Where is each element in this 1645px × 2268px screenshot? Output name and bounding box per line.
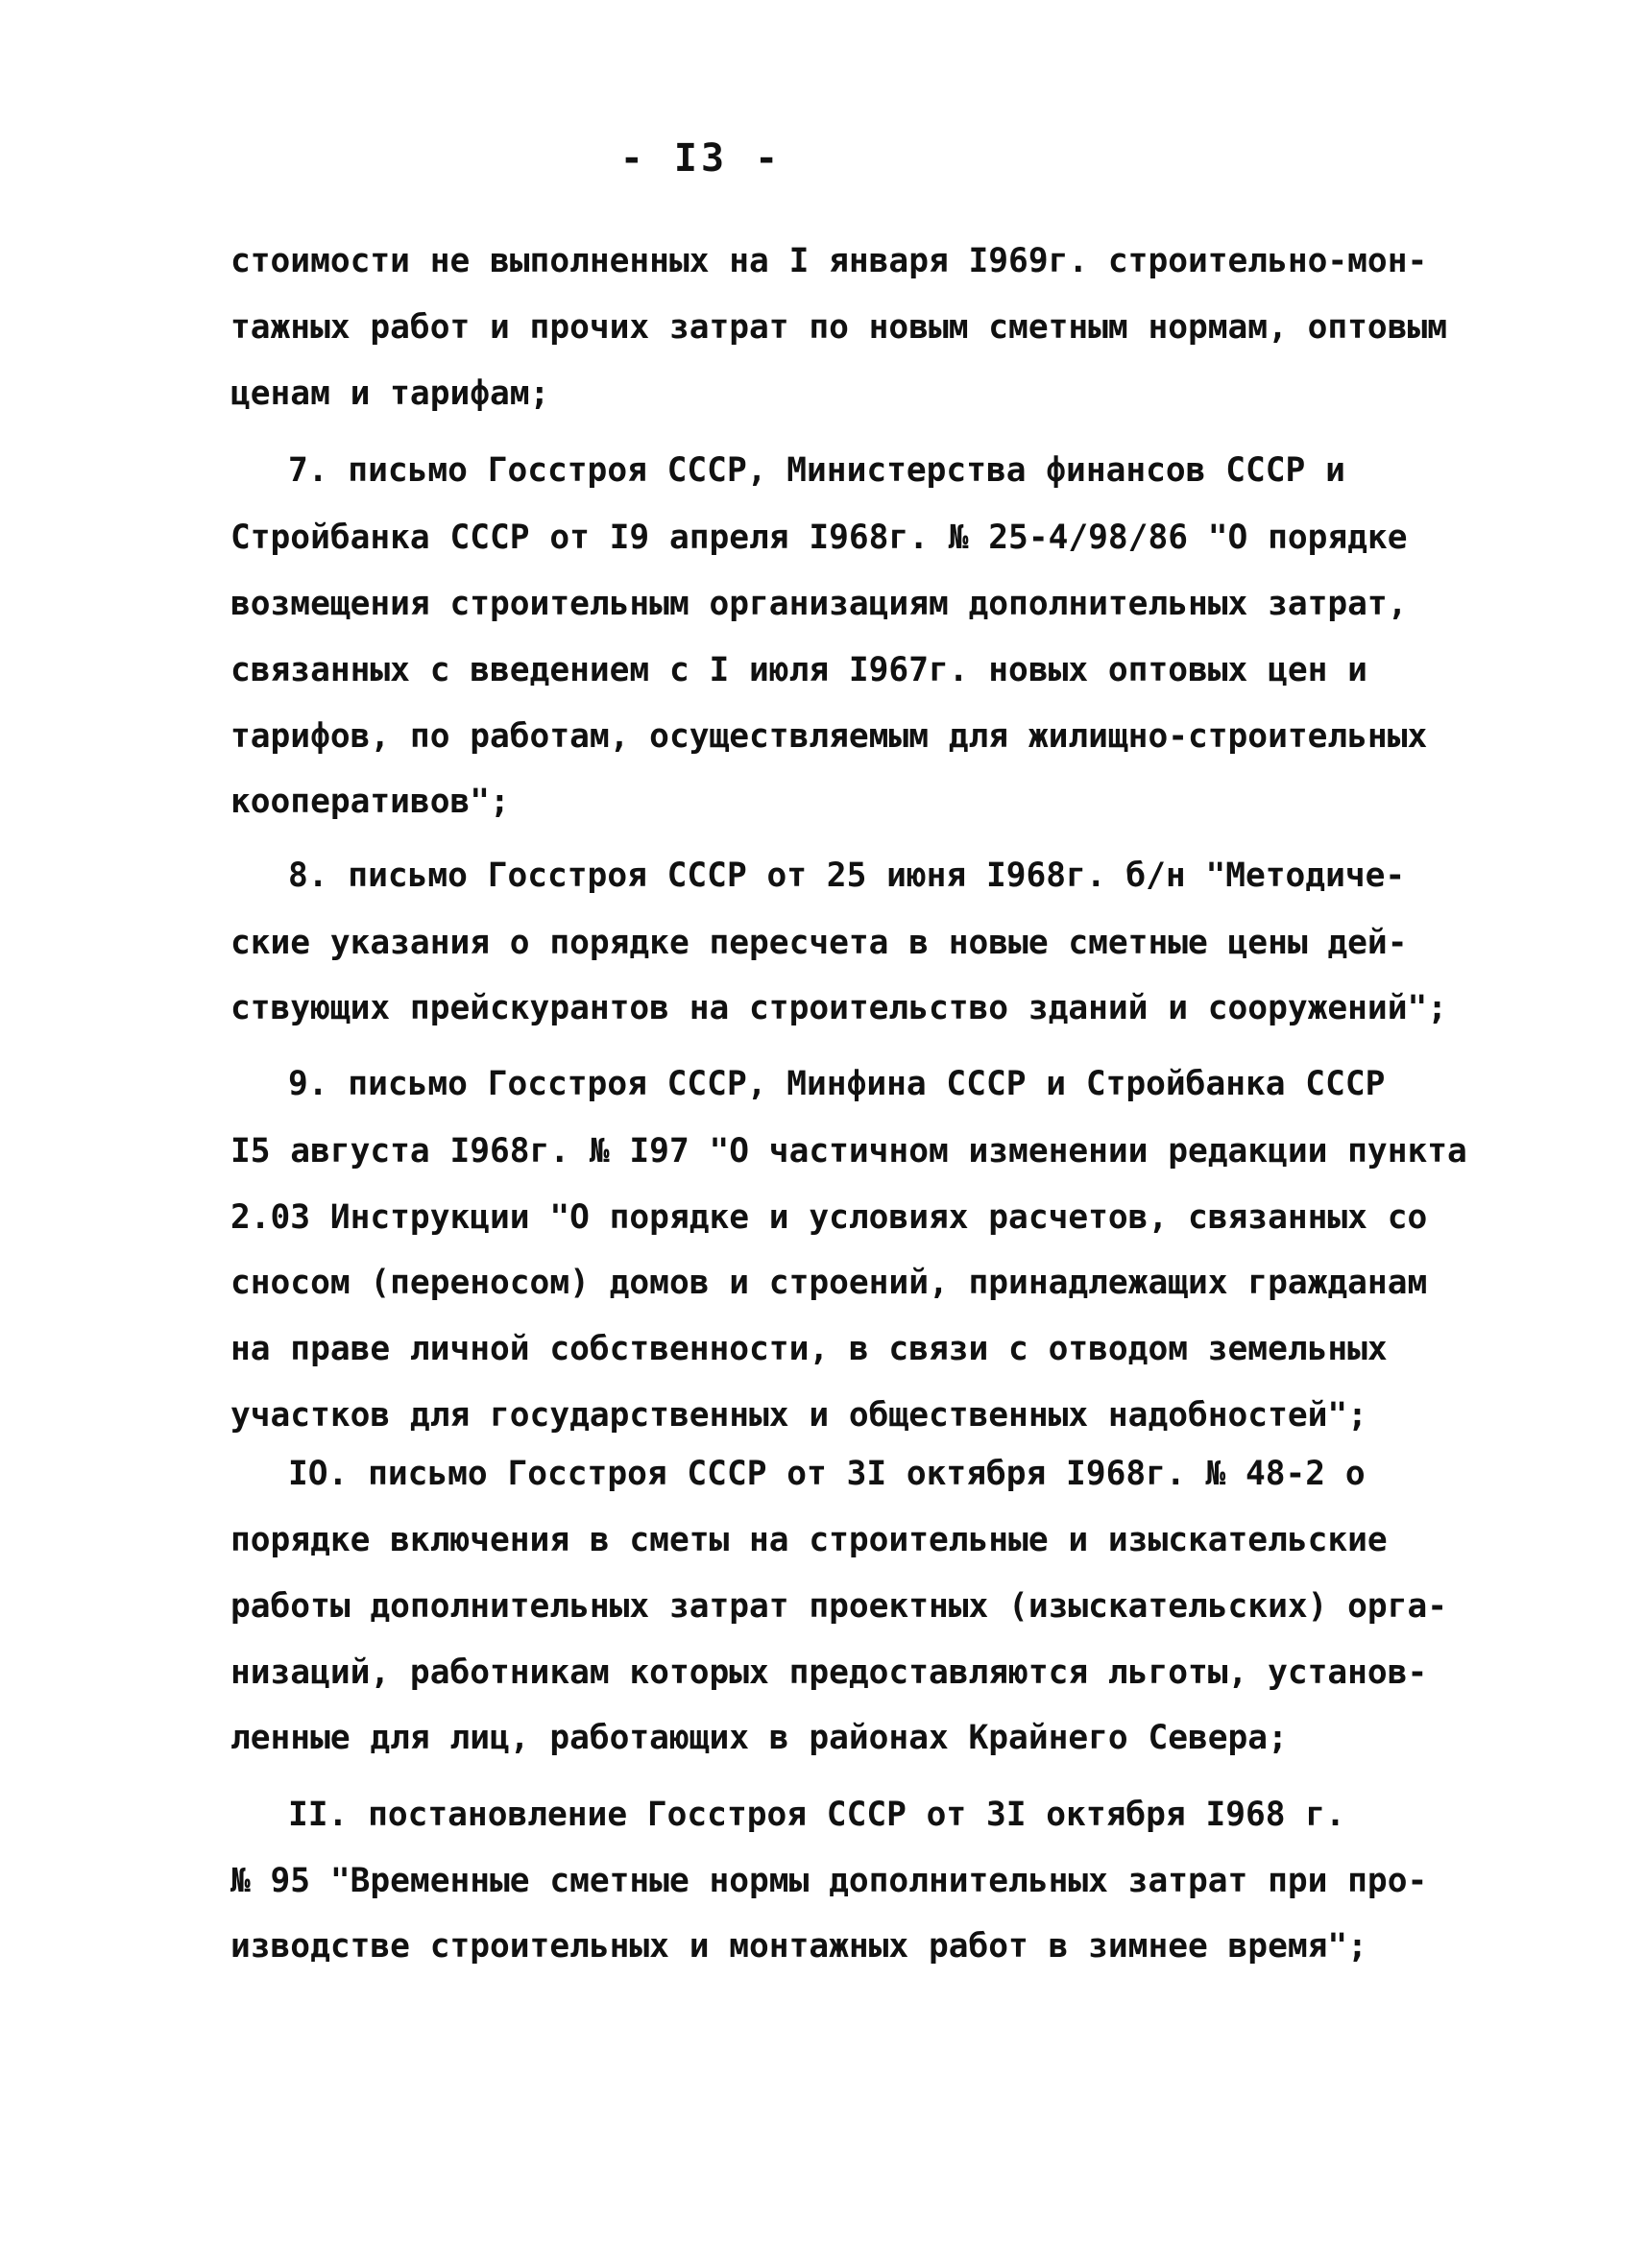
- page-number: - I3 -: [619, 136, 783, 181]
- text-line: стоимости не выполненных на I января I969г. строительно-мон-: [230, 242, 1428, 280]
- text-line: Стройбанка СССР от I9 апреля I968г. № 25-4/98/86 "О порядке: [230, 519, 1408, 557]
- text-line: кооперативов";: [230, 783, 510, 821]
- text-line: I5 августа I968г. № I97 "О частичном изменении редакции пункта: [230, 1132, 1467, 1170]
- text-line: работы дополнительных затрат проектных (изыскательских) орга-: [230, 1587, 1448, 1626]
- text-line: связанных с введением с I июля I967г. новых оптовых цен и: [230, 651, 1367, 689]
- text-line: № 95 "Временные сметные нормы дополнительных затрат при про-: [230, 1862, 1428, 1900]
- paragraph-9-start: 9. письмо Госстроя СССР, Минфина СССР и Стройбанка СССР: [288, 1065, 1386, 1103]
- text-line: 2.03 Инструкции "О порядке и условиях расчетов, связанных со: [230, 1198, 1428, 1237]
- text-line: ценам и тарифам;: [230, 374, 550, 413]
- text-line: ствующих прейскурантов на строительство зданий и сооружений";: [230, 989, 1448, 1027]
- paragraph-7-start: 7. письмо Госстроя СССР, Министерства финансов СССР и: [288, 451, 1345, 490]
- text-line: тажных работ и прочих затрат по новым сметным нормам, оптовым: [230, 308, 1448, 347]
- text-line: на праве личной собственности, в связи с отводом земельных: [230, 1330, 1388, 1368]
- text-line: ские указания о порядке пересчета в новые сметные цены дей-: [230, 924, 1408, 962]
- text-line: тарифов, по работам, осуществляемым для жилищно-строительных: [230, 717, 1428, 756]
- text-line: возмещения строительным организациям дополнительных затрат,: [230, 585, 1408, 623]
- text-line: ленные для лиц, работающих в районах Крайнего Севера;: [230, 1719, 1288, 1757]
- paragraph-11-start: II. постановление Госстроя СССР от 3I октября I968 г.: [288, 1796, 1345, 1834]
- text-line: изводстве строительных и монтажных работ в зимнее время";: [230, 1927, 1367, 1966]
- text-line: низаций, работникам которых предоставляются льготы, установ-: [230, 1653, 1428, 1692]
- text-line: порядке включения в сметы на строительные и изыскательские: [230, 1521, 1388, 1559]
- text-line: сносом (переносом) домов и строений, принадлежащих гражданам: [230, 1264, 1428, 1302]
- paragraph-8-start: 8. письмо Госстроя СССР от 25 июня I968г. б/н "Методиче-: [288, 857, 1406, 895]
- text-line: участков для государственных и общественных надобностей";: [230, 1396, 1367, 1435]
- paragraph-10-start: IO. письмо Госстроя СССР от 3I октября I968г. № 48-2 о: [288, 1455, 1366, 1493]
